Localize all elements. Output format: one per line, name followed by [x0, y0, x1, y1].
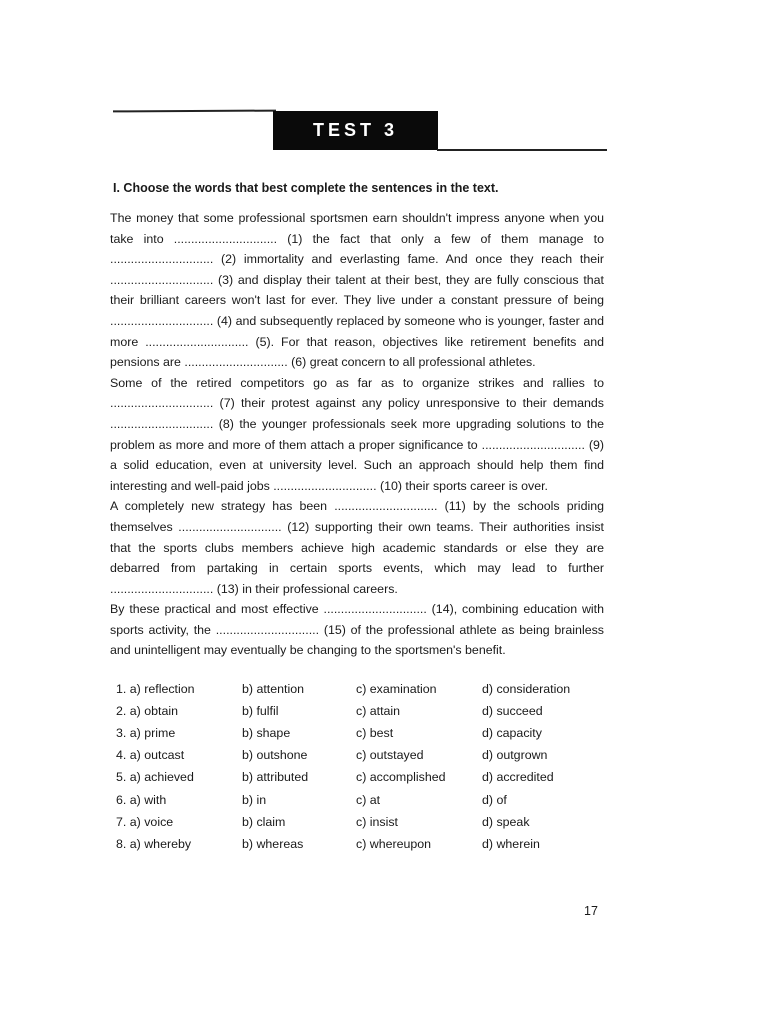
choice-option-c: c) at: [356, 792, 381, 807]
choice-option-c: c) insist: [356, 814, 398, 829]
passage-line: a solid education, even at university level. Such an approach should help them find: [110, 458, 604, 473]
passage-line: A completely new strategy has been .............................. (11) by the schools priding: [110, 499, 604, 514]
passage-line: that the sports clubs members achieve high academic standards or else they are: [110, 540, 604, 555]
passage-line: themselves .............................. (12) supporting their own teams. Their authorities insist: [110, 519, 604, 534]
choice-option-d: d) capacity: [482, 726, 542, 741]
answer-choices-table: [116, 678, 616, 855]
choice-option-a: 6. a) with: [116, 792, 167, 807]
passage-line: Some of the retired competitors go as far as to organize strikes and rallies to: [110, 375, 604, 390]
choice-option-d: d) succeed: [482, 704, 543, 719]
passage-line: their brilliant careers won't last for ever. They live under a constant pressure of being: [110, 293, 604, 308]
instructions: I. Choose the words that best complete the sentences in the text.: [113, 181, 499, 195]
choice-row: [116, 700, 616, 722]
passage-line: and unintelligent may eventually be changing to the sportsmen's benefit.: [110, 643, 506, 658]
choice-option-b: b) in: [242, 792, 267, 807]
passage-line: The money that some professional sportsmen earn shouldn't impress anyone when you: [110, 211, 604, 225]
choice-option-a: 2. a) obtain: [116, 704, 178, 719]
choice-option-d: d) outgrown: [482, 748, 548, 763]
passage-line: problem as more and more of them attach a proper significance to .............................. (9): [110, 437, 604, 452]
choice-option-c: c) whereupon: [356, 836, 432, 851]
choice-option-b: b) attention: [242, 682, 304, 697]
passage-line: .............................. (2) immortality and everlasting fame. And once they reach their: [110, 252, 604, 267]
passage-line: By these practical and most effective .............................. (14), combining education with: [110, 602, 604, 617]
choice-row: [116, 678, 616, 700]
passage-line: .............................. (8) the younger professionals seek more upgrading solutions to the: [110, 416, 604, 431]
choice-option-a: 4. a) outcast: [116, 748, 185, 763]
choice-option-d: d) wherein: [482, 836, 540, 851]
passage-line: .............................. (13) in their professional careers.: [110, 581, 398, 596]
choice-row: [116, 722, 616, 744]
passage-text: [110, 208, 604, 661]
passage-line: take into .............................. (1) the fact that only a few of them manage to: [110, 231, 604, 246]
passage-line: .............................. (4) and subsequently replaced by someone who is younger, faster and: [110, 313, 604, 328]
choice-option-b: b) whereas: [242, 836, 304, 851]
choice-option-a: 8. a) whereby: [116, 836, 192, 851]
choice-option-a: 7. a) voice: [116, 814, 174, 829]
choice-option-d: d) speak: [482, 814, 530, 829]
choice-option-d: d) accredited: [482, 770, 554, 785]
choice-option-c: c) accomplished: [356, 770, 446, 785]
choice-option-c: c) examination: [356, 682, 437, 697]
choice-option-b: b) claim: [242, 814, 286, 829]
choice-row: [116, 766, 616, 788]
choice-option-a: 1. a) reflection: [116, 682, 195, 697]
choice-row: [116, 744, 616, 766]
passage-line: interesting and well-paid jobs .............................. (10) their sports career is over.: [110, 478, 548, 493]
choice-option-b: b) outshone: [242, 748, 308, 763]
choice-option-d: d) consideration: [482, 682, 571, 697]
choice-option-c: c) attain: [356, 704, 401, 719]
choice-row: [116, 788, 616, 810]
choice-option-b: b) attributed: [242, 770, 309, 785]
passage-line: sports activity, the .............................. (15) of the professional athlete as being brainless: [110, 622, 604, 637]
test-title-banner: [273, 111, 438, 150]
choice-option-b: b) shape: [242, 726, 291, 741]
test-title: TEST 3: [312, 120, 398, 140]
choice-row: [116, 833, 616, 855]
choice-option-d: d) of: [482, 792, 507, 807]
passage-line: .............................. (3) and display their talent at their best, they are fully conscious that: [110, 272, 604, 287]
passage-line: more .............................. (5). For that reason, objectives like retirement benefits and: [110, 334, 604, 349]
choice-option-a: 3. a) prime: [116, 726, 176, 741]
passage-line: .............................. (7) their protest against any policy unresponsive to their demands: [110, 396, 604, 411]
choice-option-a: 5. a) achieved: [116, 770, 194, 785]
page-number: 17: [584, 904, 598, 918]
choice-option-c: c) outstayed: [356, 748, 424, 763]
passage-line: debarred from partaking in certain sports events, which may lead to further: [110, 561, 604, 576]
choice-option-c: c) best: [356, 726, 394, 741]
header-rule-left: [113, 110, 276, 113]
passage-line: pensions are .............................. (6) great concern to all professional athletes.: [110, 355, 536, 370]
header-rule-right: [437, 149, 607, 151]
choice-row: [116, 811, 616, 833]
choice-option-b: b) fulfil: [242, 704, 279, 719]
